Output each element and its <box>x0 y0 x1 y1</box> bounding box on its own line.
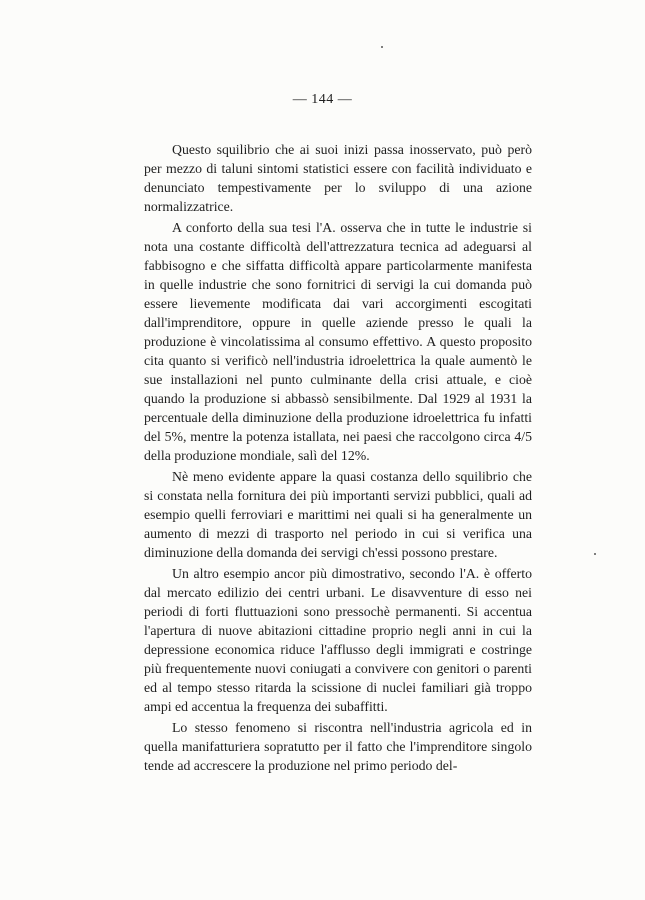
paragraph: Un altro esempio ancor più dimostrativo, secondo l'A. è offerto dal mercato edilizio dei centri urbani. Le disavventure di esso nei periodi di forti fluttuazioni sono pressochè permanenti. Si accentua l'apertura di nuove abitazioni cittadine proprio negli anni in cui la depressione economica riduce l'afflusso degli immigrati e costringe più frequentemente nuovi coniugati a convivere con genitori o parenti ed al tempo stesso ritarda la scissione di nuclei familiari già troppo ampi ed accentua la frequenza dei subaffitti. <box>144 566 532 714</box>
paragraph: Lo stesso fenomeno si riscontra nell'industria agricola ed in quella manifatturiera sopratutto per il fatto che l'imprenditore singolo tende ad accrescere la produzione nel primo periodo del- <box>144 720 532 773</box>
page-number: — 144 — <box>292 92 353 107</box>
paragraph: A conforto della sua tesi l'A. osserva che in tutte le industrie si nota una costante difficoltà dell'attrezzatura tecnica ad adeguarsi al fabbisogno e che siffatta difficoltà appare particolarmente manifesta in quelle industrie che sono fornitrici di servigi la cui domanda può essere lievemente modificata dai vari accorgimenti escogitati dall'imprenditore, oppure in quelle aziende presso le quali la produzione è vincolatissima al consumo effettivo. A questo proposito cita quanto si verificò nell'industria idroelettrica la quale aumentò le sue installazioni nel punto culminante della crisi attuale, e cioè quando la produzione si abbassò sensibilmente. Dal 1929 al 1931 la percentuale della diminuzione della produzione idroelettrica fu infatti del 5%, mentre la potenza istallata, nei paesi che raccolgono circa 4/5 della produzione mondiale, salì del 12%. <box>144 220 532 463</box>
scan-speck <box>381 46 383 48</box>
page-body <box>144 140 532 777</box>
paragraph: Questo squilibrio che ai suoi inizi passa inosservato, può però per mezzo di taluni sintomi statistici essere con facilità individuato e denunciato tempestivamente per lo sviluppo di una azione normalizzatrice. <box>144 142 532 214</box>
scan-speck <box>594 553 596 555</box>
paragraph: Nè meno evidente appare la quasi costanza dello squilibrio che si constata nella fornitura dei più importanti servizi pubblici, quali ad esempio quelli ferroviari e marittimi nei quali si ha generalmente un aumento di mezzi di trasporto nel periodo in cui si verifica una diminuzione della domanda dei servigi ch'essi possono prestare. <box>144 469 532 560</box>
